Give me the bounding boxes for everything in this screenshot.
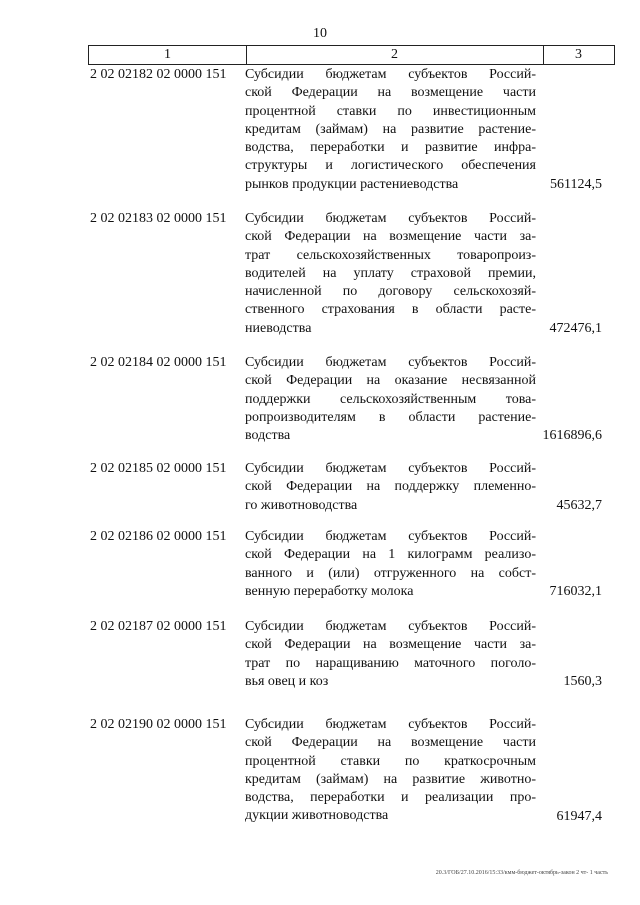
- row-description: [245, 460, 536, 515]
- table-row: [88, 716, 615, 826]
- row-code: 2 02 02183 02 0000 151: [90, 211, 227, 226]
- description-line: водителей на уплату страховой премии,: [245, 265, 536, 281]
- header-col-3: 3: [575, 47, 582, 62]
- table-row: [88, 528, 615, 601]
- row-description: [245, 716, 536, 826]
- description-line: водства, переработки и реализации про-: [245, 790, 536, 806]
- table-row: [88, 618, 615, 691]
- description-line: ской Федерации на возмещение части: [245, 85, 536, 101]
- description-line: ственного страхования в области расте-: [245, 302, 536, 318]
- description-line: го животноводства: [245, 497, 358, 513]
- description-line: ропроизводителям в области растение-: [245, 409, 536, 425]
- row-amount: 45632,7: [556, 497, 602, 513]
- description-line: Субсидии бюджетам субъектов Россий-: [245, 355, 536, 370]
- description-line: водства, переработки и развитие инфра-: [245, 140, 536, 156]
- row-code: 2 02 02186 02 0000 151: [90, 529, 227, 544]
- description-line: венную переработку молока: [245, 583, 414, 599]
- row-amount: 1560,3: [563, 673, 602, 689]
- row-amount: 716032,1: [549, 583, 602, 599]
- row-description: [245, 528, 536, 601]
- description-line: Субсидии бюджетам субъектов Россий-: [245, 67, 536, 82]
- table-header: [88, 45, 615, 65]
- description-line: ской Федерации на возмещение части: [245, 735, 536, 751]
- description-line: процентной ставки по инвестиционным: [245, 103, 536, 119]
- row-code: 2 02 02184 02 0000 151: [90, 355, 227, 370]
- header-col-1: 1: [89, 46, 247, 64]
- description-line: ской Федерации на возмещение части за-: [245, 637, 536, 653]
- row-description: [245, 66, 536, 194]
- description-line: ской Федерации на 1 килограмм реализо-: [245, 547, 536, 563]
- description-line: водства: [245, 428, 291, 444]
- row-amount: 1616896,6: [542, 428, 602, 444]
- description-line: структуры и логистического обеспечения: [245, 158, 536, 174]
- description-line: поддержки сельскохозяйственным това-: [245, 391, 536, 407]
- row-code: 2 02 02185 02 0000 151: [90, 461, 227, 476]
- description-line: процентной ставки по краткосрочным: [245, 753, 536, 769]
- description-line: кредитам (займам) на развитие животно-: [245, 771, 536, 787]
- description-line: начисленной по договору сельскохозяй-: [245, 284, 536, 300]
- header-col-2: 2: [246, 46, 544, 64]
- description-line: ской Федерации на поддержку племенно-: [245, 479, 536, 495]
- description-line: ской Федерации на возмещение части за-: [245, 229, 536, 245]
- row-amount: 61947,4: [556, 808, 602, 824]
- page-number: 10: [313, 26, 327, 41]
- table-row: [88, 460, 615, 515]
- table-row: [88, 66, 615, 194]
- description-line: ниеводства: [245, 320, 312, 336]
- description-line: ской Федерации на оказание несвязанной: [245, 373, 536, 389]
- description-line: Субсидии бюджетам субъектов Россий-: [245, 461, 536, 476]
- description-line: дукции животноводства: [245, 808, 389, 824]
- description-line: Субсидии бюджетам субъектов Россий-: [245, 529, 536, 544]
- row-code: 2 02 02182 02 0000 151: [90, 67, 227, 82]
- table-row: [88, 354, 615, 446]
- table-row: [88, 210, 615, 338]
- row-code: 2 02 02187 02 0000 151: [90, 619, 227, 634]
- row-description: [245, 210, 536, 338]
- row-description: [245, 618, 536, 691]
- footer-note: 20.3/ГОБ/27.10.2016/15:33/кмм-бюджет-октябрь-закон 2 чт- 1 часть: [435, 870, 608, 876]
- description-line: Субсидии бюджетам субъектов Россий-: [245, 619, 536, 634]
- row-amount: 561124,5: [550, 176, 602, 192]
- row-amount: 472476,1: [549, 320, 602, 336]
- row-code: 2 02 02190 02 0000 151: [90, 717, 227, 732]
- description-line: Субсидии бюджетам субъектов Россий-: [245, 211, 536, 226]
- description-line: вья овец и коз: [245, 673, 329, 689]
- row-description: [245, 354, 536, 445]
- description-line: трат по наращиванию маточного поголо-: [245, 655, 536, 671]
- description-line: рынков продукции растениеводства: [245, 176, 459, 192]
- description-line: трат сельскохозяйственных товаропроиз-: [245, 247, 536, 263]
- description-line: кредитам (займам) на развитие растение-: [245, 121, 536, 137]
- description-line: Субсидии бюджетам субъектов Россий-: [245, 717, 536, 732]
- description-line: ванного и (или) отгруженного на собст-: [245, 565, 536, 581]
